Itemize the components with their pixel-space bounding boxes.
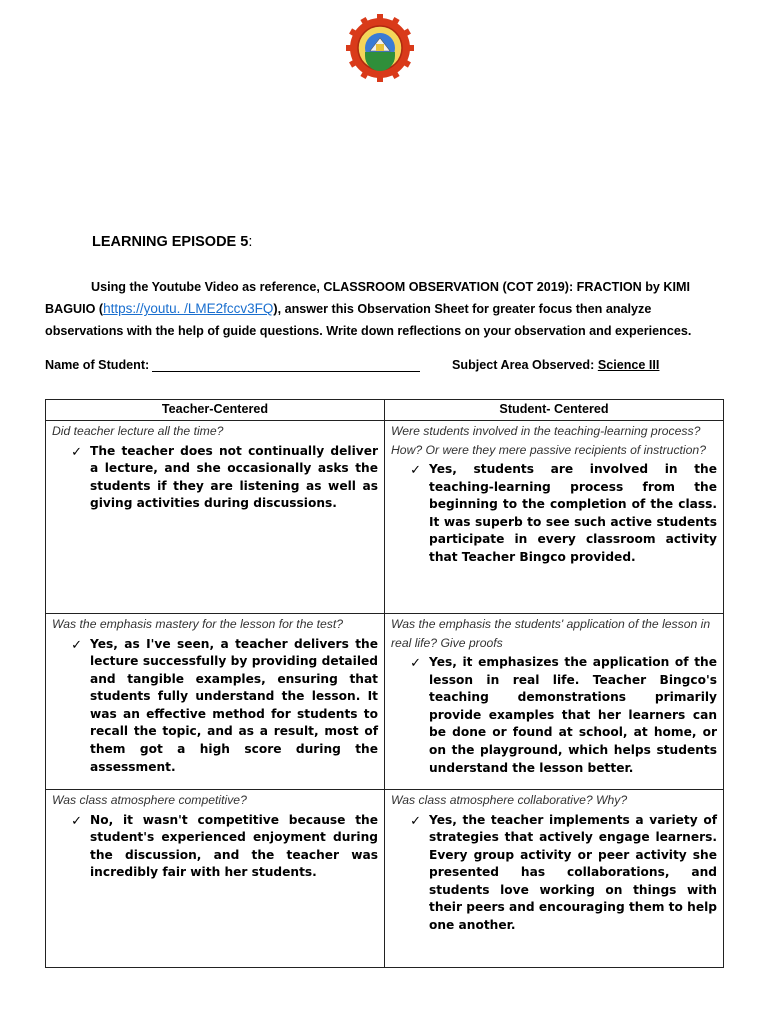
instructions-paragraph: Using the Youtube Video as reference, CLASSROOM OBSERVATION (COT 2019): FRACTION by KIMI BAGUIO (https://youtu. /LME2fccv3FQ), answer this Observation Sheet for greater focus then analyze observations with the help of guide questions. Write down reflections on your observation and experiences. bbox=[45, 280, 692, 338]
observation-table bbox=[45, 399, 724, 968]
checkmark-icon: ✓ bbox=[410, 812, 421, 828]
checkmark-icon: ✓ bbox=[71, 443, 82, 459]
checkmark-icon: ✓ bbox=[410, 462, 421, 477]
guide-question: Was class atmosphere collaborative? Why? bbox=[391, 793, 628, 807]
header-teacher-centered: Teacher-Centered bbox=[46, 400, 385, 421]
answer-text: Yes, students are involved in the teaching-learning process from the beginning to the completion of the class. It was superb to see such active students participate in every classroom activity that Teacher Bingco provided. bbox=[429, 462, 717, 564]
student-cell bbox=[385, 421, 724, 614]
guide-question: Were students involved in the teaching-learning process? How? Or were they mere passive recipients of instruction? bbox=[391, 424, 706, 457]
checkmark-icon: ✓ bbox=[410, 655, 421, 670]
answer-text: No, it wasn't competitive because the student's experienced enjoyment during the discussion, and the teacher was incredibly fair with her students. bbox=[90, 812, 378, 880]
table-row bbox=[46, 614, 724, 790]
answer-text: Yes, as I've seen, a teacher delivers the lecture successfully by providing detailed and tangible examples, ensuring that students fully understand the lesson. It was an effective method for students to recall the topic, and as a result, most of them got a high score during the assessment. bbox=[90, 636, 378, 774]
answer-text: Yes, it emphasizes the application of the lesson in real life. Teacher Bingco's teaching demonstrations primarily provide examples that her learners can be done or found at school, at home, or on the playground, which helps students understand the lesson better. bbox=[429, 655, 717, 775]
teacher-cell bbox=[46, 790, 385, 968]
student-name-blank[interactable] bbox=[152, 358, 420, 372]
answer-text: Yes, the teacher implements a variety of strategies that actively engage learners. Every group activity or peer activity she presented has collaborations, and students love working on things with their peers and encouraging them to help one another. bbox=[429, 812, 717, 933]
student-cell bbox=[385, 790, 724, 968]
school-seal-logo bbox=[346, 14, 414, 82]
subject-area: Subject Area Observed: Science III bbox=[452, 358, 660, 372]
guide-question: Was the emphasis the students' application of the lesson in real life? Give proofs bbox=[391, 617, 711, 650]
answer-text: The teacher does not continually deliver a lecture, and she occasionally asks the students if they are listening as well as giving activities during discussions. bbox=[90, 443, 378, 511]
guide-question: Was class atmosphere competitive? bbox=[52, 793, 247, 807]
episode-title: LEARNING EPISODE 5: bbox=[92, 234, 253, 250]
student-name-label: Name of Student: bbox=[45, 358, 150, 372]
table-row bbox=[46, 421, 724, 614]
student-cell bbox=[385, 614, 724, 790]
table-row bbox=[46, 790, 724, 968]
subject-value: Science III bbox=[597, 358, 660, 372]
checkmark-icon: ✓ bbox=[71, 812, 82, 828]
guide-question: Was the emphasis mastery for the lesson for the test? bbox=[52, 617, 344, 631]
header-student-centered: Student- Centered bbox=[385, 400, 724, 421]
student-info-row bbox=[45, 358, 725, 372]
teacher-cell bbox=[46, 614, 385, 790]
guide-question: Did teacher lecture all the time? bbox=[52, 424, 224, 438]
teacher-cell bbox=[46, 421, 385, 614]
checkmark-icon: ✓ bbox=[71, 636, 82, 652]
youtube-link[interactable]: https://youtu. /LME2fccv3FQ bbox=[103, 301, 274, 316]
